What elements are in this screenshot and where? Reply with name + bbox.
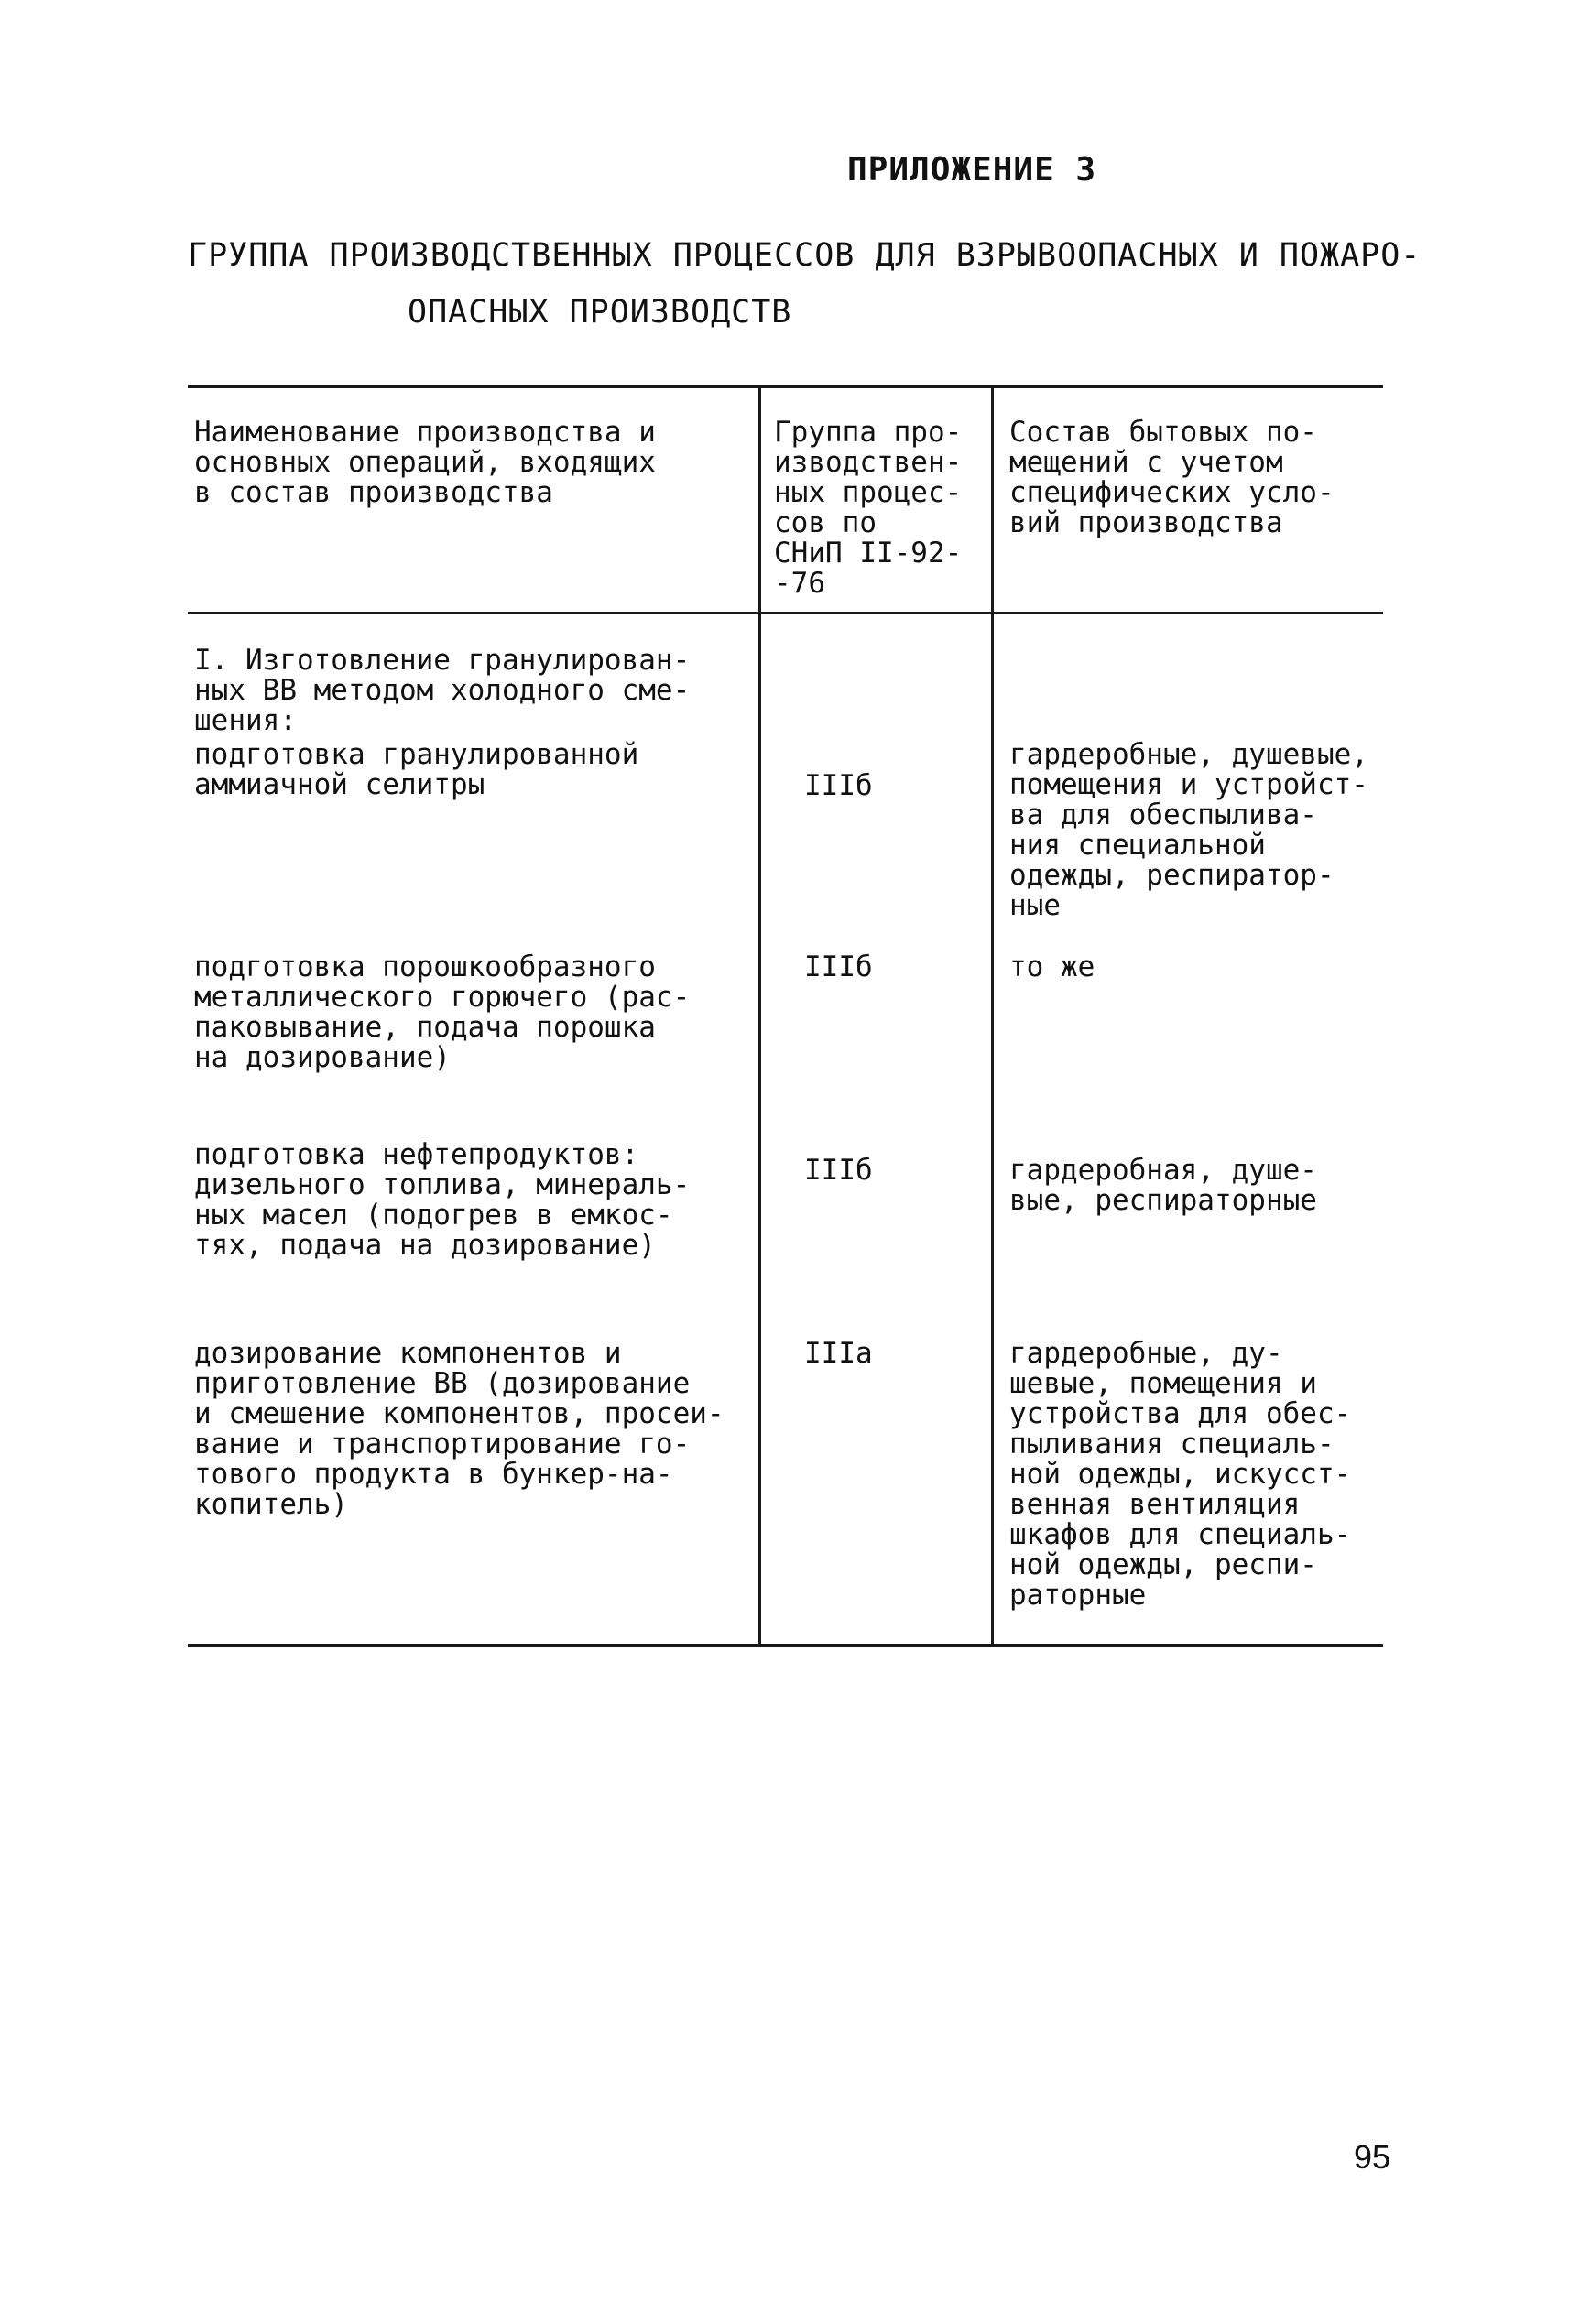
column-divider-1 [758, 386, 761, 1645]
page-number: 95 [1354, 2138, 1391, 2176]
column-divider-2 [991, 386, 994, 1645]
row-4-group: IIIа [804, 1337, 873, 1370]
row-4-operation: дозирование компонентов и приготовление ВВ (дозирование и смешение компонентов, просеи- вание и транспортирование го- тового продукта в бункер-на- копитель) [194, 1337, 725, 1521]
row-3-operation: подготовка нефтепродуктов: дизельного топлива, минераль- ных масел (подогрев в емкос- тях, подача на дозирование) [194, 1138, 691, 1262]
appendix-label: ПРИЛОЖЕНИЕ 3 [847, 151, 1097, 189]
column-header-operation: Наименование производства и основных операций, входящих в состав производства [194, 416, 656, 509]
column-header-facilities: Состав бытовых по- мещений с учетом специфических усло- вий производства [1009, 416, 1335, 539]
table-header-rule [188, 612, 1383, 614]
row-2-group: IIIб [804, 950, 873, 983]
row-1-group: IIIб [804, 769, 873, 802]
table-top-rule [188, 385, 1383, 388]
column-header-group: Группа про- изводствен- ных процес- сов по СНиП II-92- -76 [774, 416, 963, 600]
document-title [188, 227, 1422, 341]
title-line-1: ГРУППА ПРОИЗВОДСТВЕННЫХ ПРОЦЕССОВ ДЛЯ ВЗРЫВООПАСНЫХ И ПОЖАРО- [188, 237, 1422, 274]
row-3-facilities: гардеробная, душе- вые, респираторные [1009, 1154, 1317, 1217]
row-2-facilities: то же [1009, 950, 1095, 983]
row-1-facilities: гардеробные, душевые, помещения и устройст- ва для обеспылива- ния специальной одежды, респиратор- ные [1009, 738, 1368, 922]
row-2-operation: подготовка порошкообразного металлического горючего (рас- паковывание, подача порошка на дозирование) [194, 950, 691, 1074]
table-bottom-rule [188, 1644, 1383, 1647]
title-line-2: ОПАСНЫХ ПРОИЗВОДСТВ [408, 294, 792, 331]
section-title: I. Изготовление гранулирован- ных ВВ методом холодного сме- шения: [194, 644, 691, 737]
row-4-facilities: гардеробные, ду- шевые, помещения и устройства для обес- пыливания специаль- ной одежды, искусст- венная вентиляция шкафов для специаль- ной одежды, респи- раторные [1009, 1337, 1352, 1612]
row-3-group: IIIб [804, 1154, 873, 1187]
row-1-operation: подготовка гранулированной аммиачной селитры [194, 738, 639, 801]
